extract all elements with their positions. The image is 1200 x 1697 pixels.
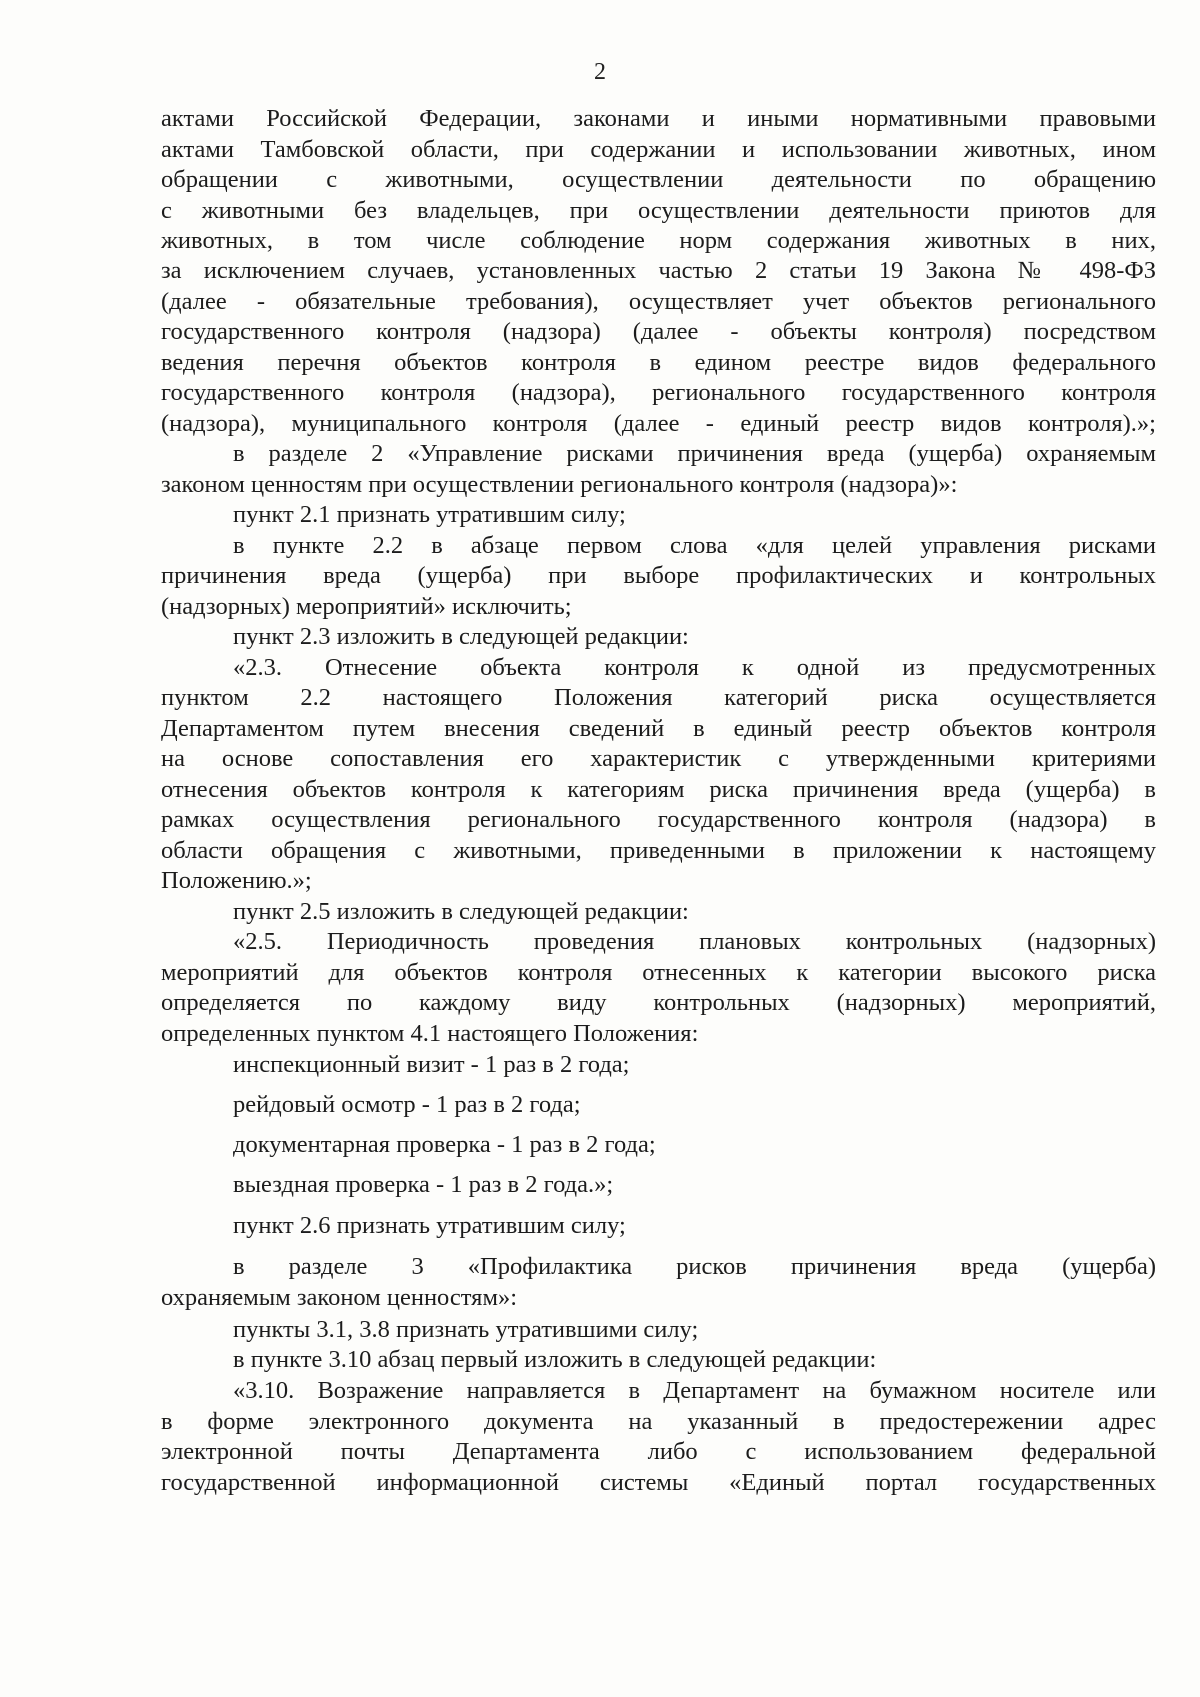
text-line: государственной информационной системы «Единый портал государственных: [161, 1469, 1156, 1496]
text-line: Департаментом путем внесения сведений в единый реестр объектов контроля: [161, 715, 1156, 742]
text-line: с животными без владельцев, при осуществлении деятельности приютов для: [161, 197, 1156, 224]
text-line: за исключением случаев, установленных частью 2 статьи 19 Закона № 498-ФЗ: [161, 257, 1156, 284]
text-line: в разделе 3 «Профилактика рисков причинения вреда (ущерба): [233, 1253, 1156, 1280]
text-line: Положению.»;: [161, 867, 312, 894]
text-line: (надзорных) мероприятий» исключить;: [161, 593, 572, 620]
text-line: электронной почты Департамента либо с использованием федеральной: [161, 1438, 1156, 1465]
text-line: пункт 2.6 признать утратившим силу;: [233, 1212, 626, 1239]
text-line: мероприятий для объектов контроля отнесенных к категории высокого риска: [161, 959, 1156, 986]
text-line: «2.3. Отнесение объекта контроля к одной из предусмотренных: [233, 654, 1156, 681]
text-line: ведения перечня объектов контроля в едином реестре видов федерального: [161, 349, 1156, 376]
text-line: (надзора), муниципального контроля (далее - единый реестр видов контроля).»;: [161, 410, 1156, 437]
text-line: актами Тамбовской области, при содержании и использовании животных, ином: [161, 136, 1156, 163]
text-line: (далее - обязательные требования), осуществляет учет объектов регионального: [161, 288, 1156, 315]
text-line: рамках осуществления регионального государственного контроля (надзора) в: [161, 806, 1156, 833]
text-line: области обращения с животными, приведенными в приложении к настоящему: [161, 837, 1156, 864]
text-line: пункты 3.1, 3.8 признать утратившими силу;: [233, 1316, 699, 1343]
text-line: на основе сопоставления его характеристик с утвержденными критериями: [161, 745, 1156, 772]
page-number: 2: [594, 59, 606, 85]
text-line: инспекционный визит - 1 раз в 2 года;: [233, 1051, 630, 1078]
text-line: обращении с животными, осуществлении деятельности по обращению: [161, 166, 1156, 193]
text-line: «2.5. Периодичность проведения плановых контрольных (надзорных): [233, 928, 1156, 955]
text-line: пунктом 2.2 настоящего Положения категорий риска осуществляется: [161, 684, 1156, 711]
text-line: в форме электронного документа на указанный в предостережении адрес: [161, 1408, 1156, 1435]
text-line: определенных пунктом 4.1 настоящего Положения:: [161, 1020, 699, 1047]
text-line: рейдовый осмотр - 1 раз в 2 года;: [233, 1091, 581, 1118]
text-line: в пункте 3.10 абзац первый изложить в следующей редакции:: [233, 1346, 877, 1373]
text-line: пункт 2.1 признать утратившим силу;: [233, 501, 626, 528]
text-line: законом ценностям при осуществлении регионального контроля (надзора)»:: [161, 471, 958, 498]
text-line: отнесения объектов контроля к категориям риска причинения вреда (ущерба) в: [161, 776, 1156, 803]
text-line: пункт 2.5 изложить в следующей редакции:: [233, 898, 689, 925]
text-line: в разделе 2 «Управление рисками причинения вреда (ущерба) охраняемым: [233, 440, 1156, 467]
text-line: пункт 2.3 изложить в следующей редакции:: [233, 623, 689, 650]
text-line: охраняемым законом ценностям»:: [161, 1284, 518, 1311]
text-line: актами Российской Федерации, законами и иными нормативными правовыми: [161, 105, 1156, 132]
text-line: государственного контроля (надзора), регионального государственного контроля: [161, 379, 1156, 406]
text-line: животных, в том числе соблюдение норм содержания животных в них,: [161, 227, 1156, 254]
text-line: государственного контроля (надзора) (далее - объекты контроля) посредством: [161, 318, 1156, 345]
text-line: причинения вреда (ущерба) при выборе профилактических и контрольных: [161, 562, 1156, 589]
text-line: определяется по каждому виду контрольных (надзорных) мероприятий,: [161, 989, 1156, 1016]
text-line: в пункте 2.2 в абзаце первом слова «для целей управления рисками: [233, 532, 1156, 559]
text-line: документарная проверка - 1 раз в 2 года;: [233, 1131, 656, 1158]
text-line: «3.10. Возражение направляется в Департамент на бумажном носителе или: [233, 1377, 1156, 1404]
text-line: выездная проверка - 1 раз в 2 года.»;: [233, 1171, 614, 1198]
